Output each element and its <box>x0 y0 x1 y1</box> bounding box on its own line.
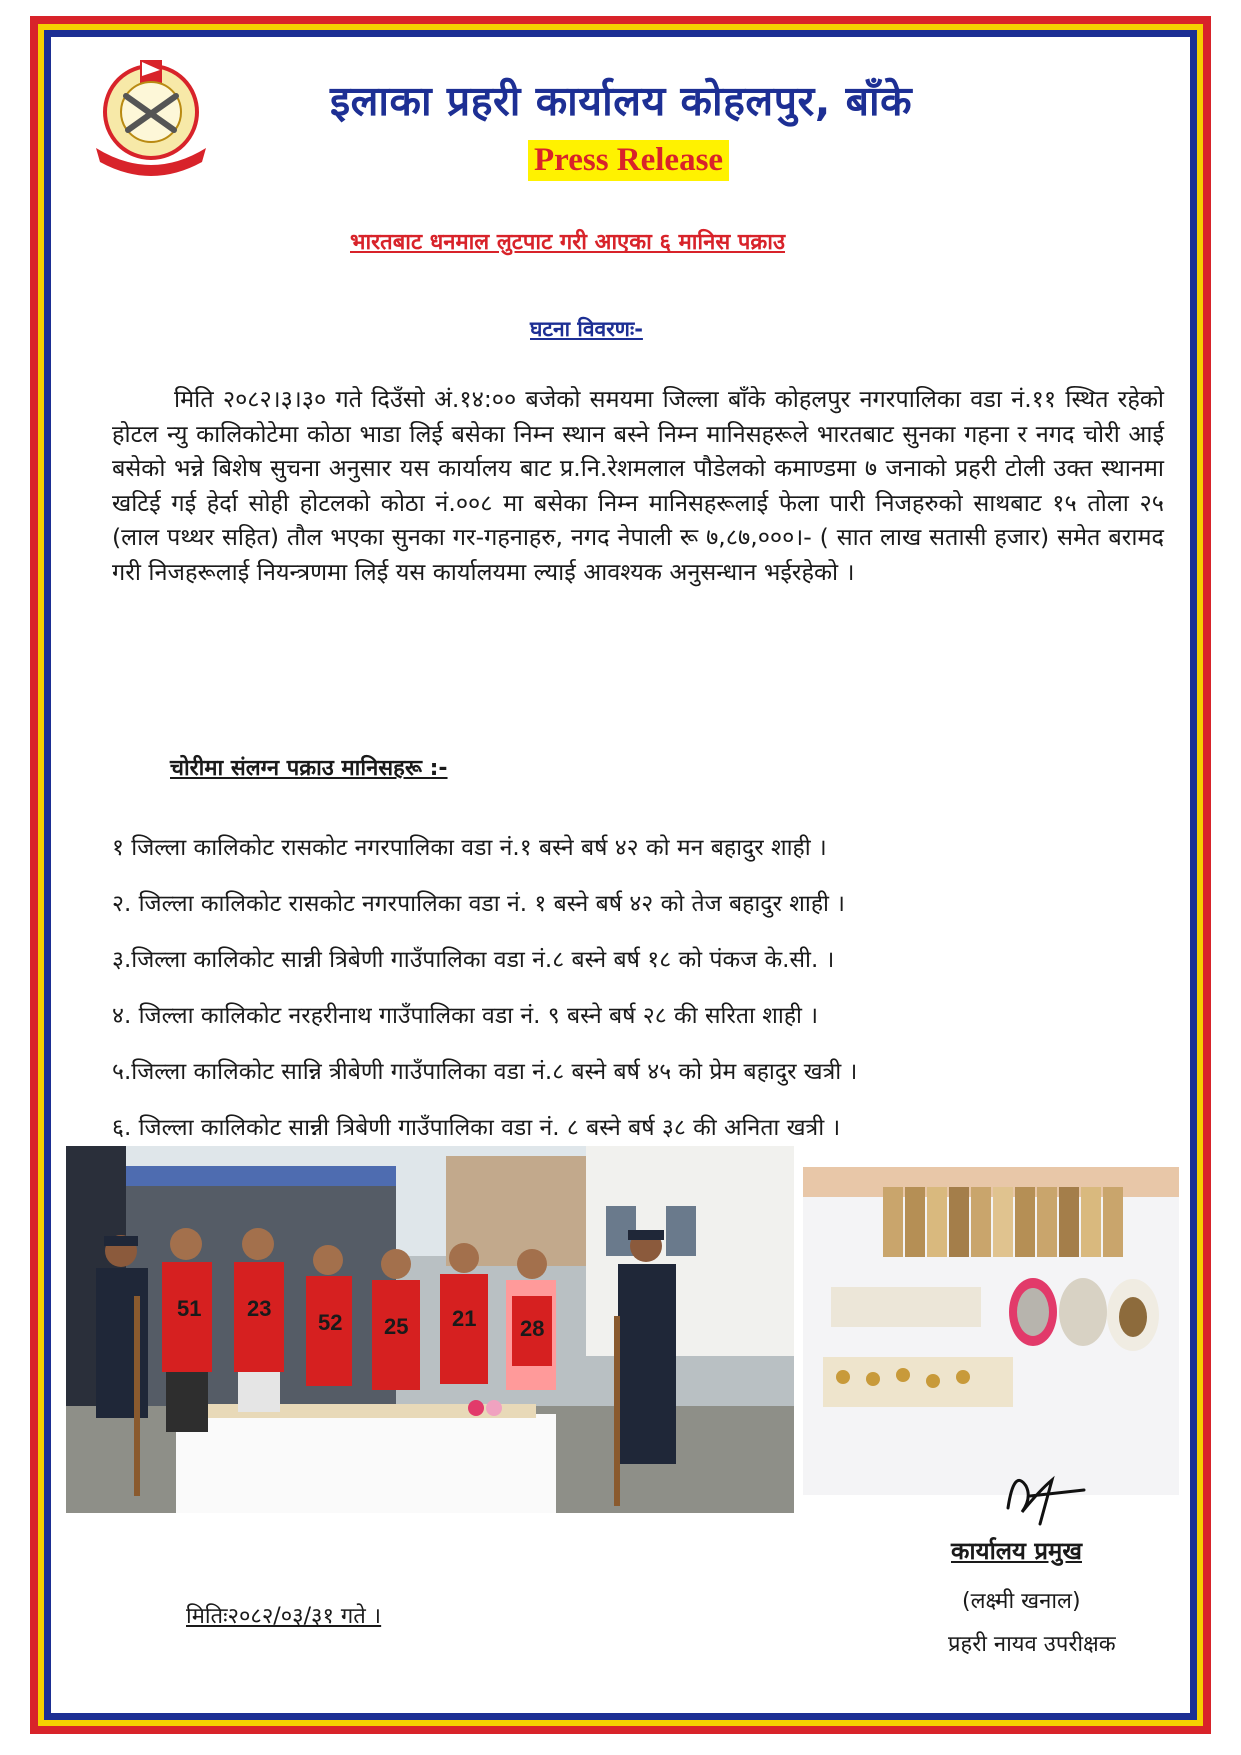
release-date: मितिः२०८२/०३/३१ गते । <box>186 1604 382 1629</box>
vest-number: 52 <box>318 1310 343 1335</box>
vest-number: 23 <box>247 1296 272 1321</box>
suspect-item-4: ४. जिल्ला कालिकोट नरहरीनाथ गाउँपालिका वडा नं. ९ बस्ने बर्ष २८ की सरिता शाही । <box>112 1003 819 1029</box>
vest-number: 25 <box>384 1314 409 1339</box>
vest-number: 21 <box>452 1306 477 1331</box>
officer-rank: प्रहरी नायव उपरीक्षक <box>948 1632 1116 1657</box>
suspect-item-6: ६. जिल्ला कालिकोट सान्नी त्रिबेणी गाउँपालिका वडा नं. ८ बस्ने बर्ष ३८ की अनिता खत्री । <box>112 1115 841 1141</box>
suspect-item-2: २. जिल्ला कालिकोट रासकोट नगरपालिका वडा नं. १ बस्ने बर्ष ४२ को तेज बहादुर शाही । <box>112 891 846 917</box>
suspect-item-5: ५.जिल्ला कालिकोट सान्नि त्रीबेणी गाउँपालिका वडा नं.८ बस्ने बर्ष ४५ को प्रेम बहादुर खत्री । <box>112 1059 858 1085</box>
vest-number: 51 <box>177 1296 202 1321</box>
office-title: इलाका प्रहरी कार्यालय कोहलपुर, बाँके <box>330 77 913 125</box>
suspect-item-1: १ जिल्ला कालिकोट रासकोट नगरपालिका वडा नं.१ बस्ने बर्ष ४२ को मन बहादुर शाही । <box>112 835 827 861</box>
vest-number: 28 <box>520 1316 545 1341</box>
officer-name: (लक्ष्मी खनाल) <box>962 1589 1081 1614</box>
suspects-heading: चोरीमा संलग्न पक्राउ मानिसहरू :- <box>170 756 448 781</box>
office-chief-label: कार्यालय प्रमुख <box>951 1537 1082 1565</box>
incident-heading: घटना विवरणः- <box>530 317 643 341</box>
seized-items-photo <box>803 1167 1179 1495</box>
press-release-label: Press Release <box>528 140 729 181</box>
suspect-item-3: ३.जिल्ला कालिकोट सान्नी त्रिबेणी गाउँपालिका वडा नं.८ बस्ने बर्ष १८ को पंकज के.सी. । <box>112 947 835 973</box>
suspect-list <box>112 820 1192 1156</box>
headline: भारतबाट धनमाल लुटपाट गरी आएका ६ मानिस पक्राउ <box>350 230 786 255</box>
signature <box>1000 1460 1090 1530</box>
incident-paragraph: मिति २०८२।३।३० गते दिउँसो अं.१४:०० बजेको समयमा जिल्ला बाँके कोहलपुर नगरपालिका वडा नं.११ स्थित रहेको होटल न्यु कालिकोटेमा कोठा भाडा लिई बसेका निम्न स्थान बस्ने निम्न मानिसहरूले भारतबाट सुनका गहना र नगद चोरी आई बसेको भन्ने बिशेष सुचना अनुसार यस कार्यालय बाट प्र.नि.रेशमलाल पौडेलको कमाण्डमा ७ जनाको प्रहरी टोली उक्त स्थानमा खटिई गई हेर्दा सोही होटलको कोठा नं.००८ मा बसेका निम्न मानिसहरूलाई फेला पारी निजहरुको साथबाट १५ तोला २५ (लाल पथ्थर सहित) तौल भएका सुनका गर-गहनाहरु, नगद नेपाली रू ७,८७,०००।- ( सात लाख सतासी हजार) समेत बरामद गरी निजहरूलाई नियन्त्रणमा लिई यस कार्यालयमा ल्याई आवश्यक अनुसन्धान भईरहेको । <box>112 385 1164 586</box>
nepal-police-emblem-icon <box>86 52 216 182</box>
arrest-photo <box>66 1146 794 1513</box>
